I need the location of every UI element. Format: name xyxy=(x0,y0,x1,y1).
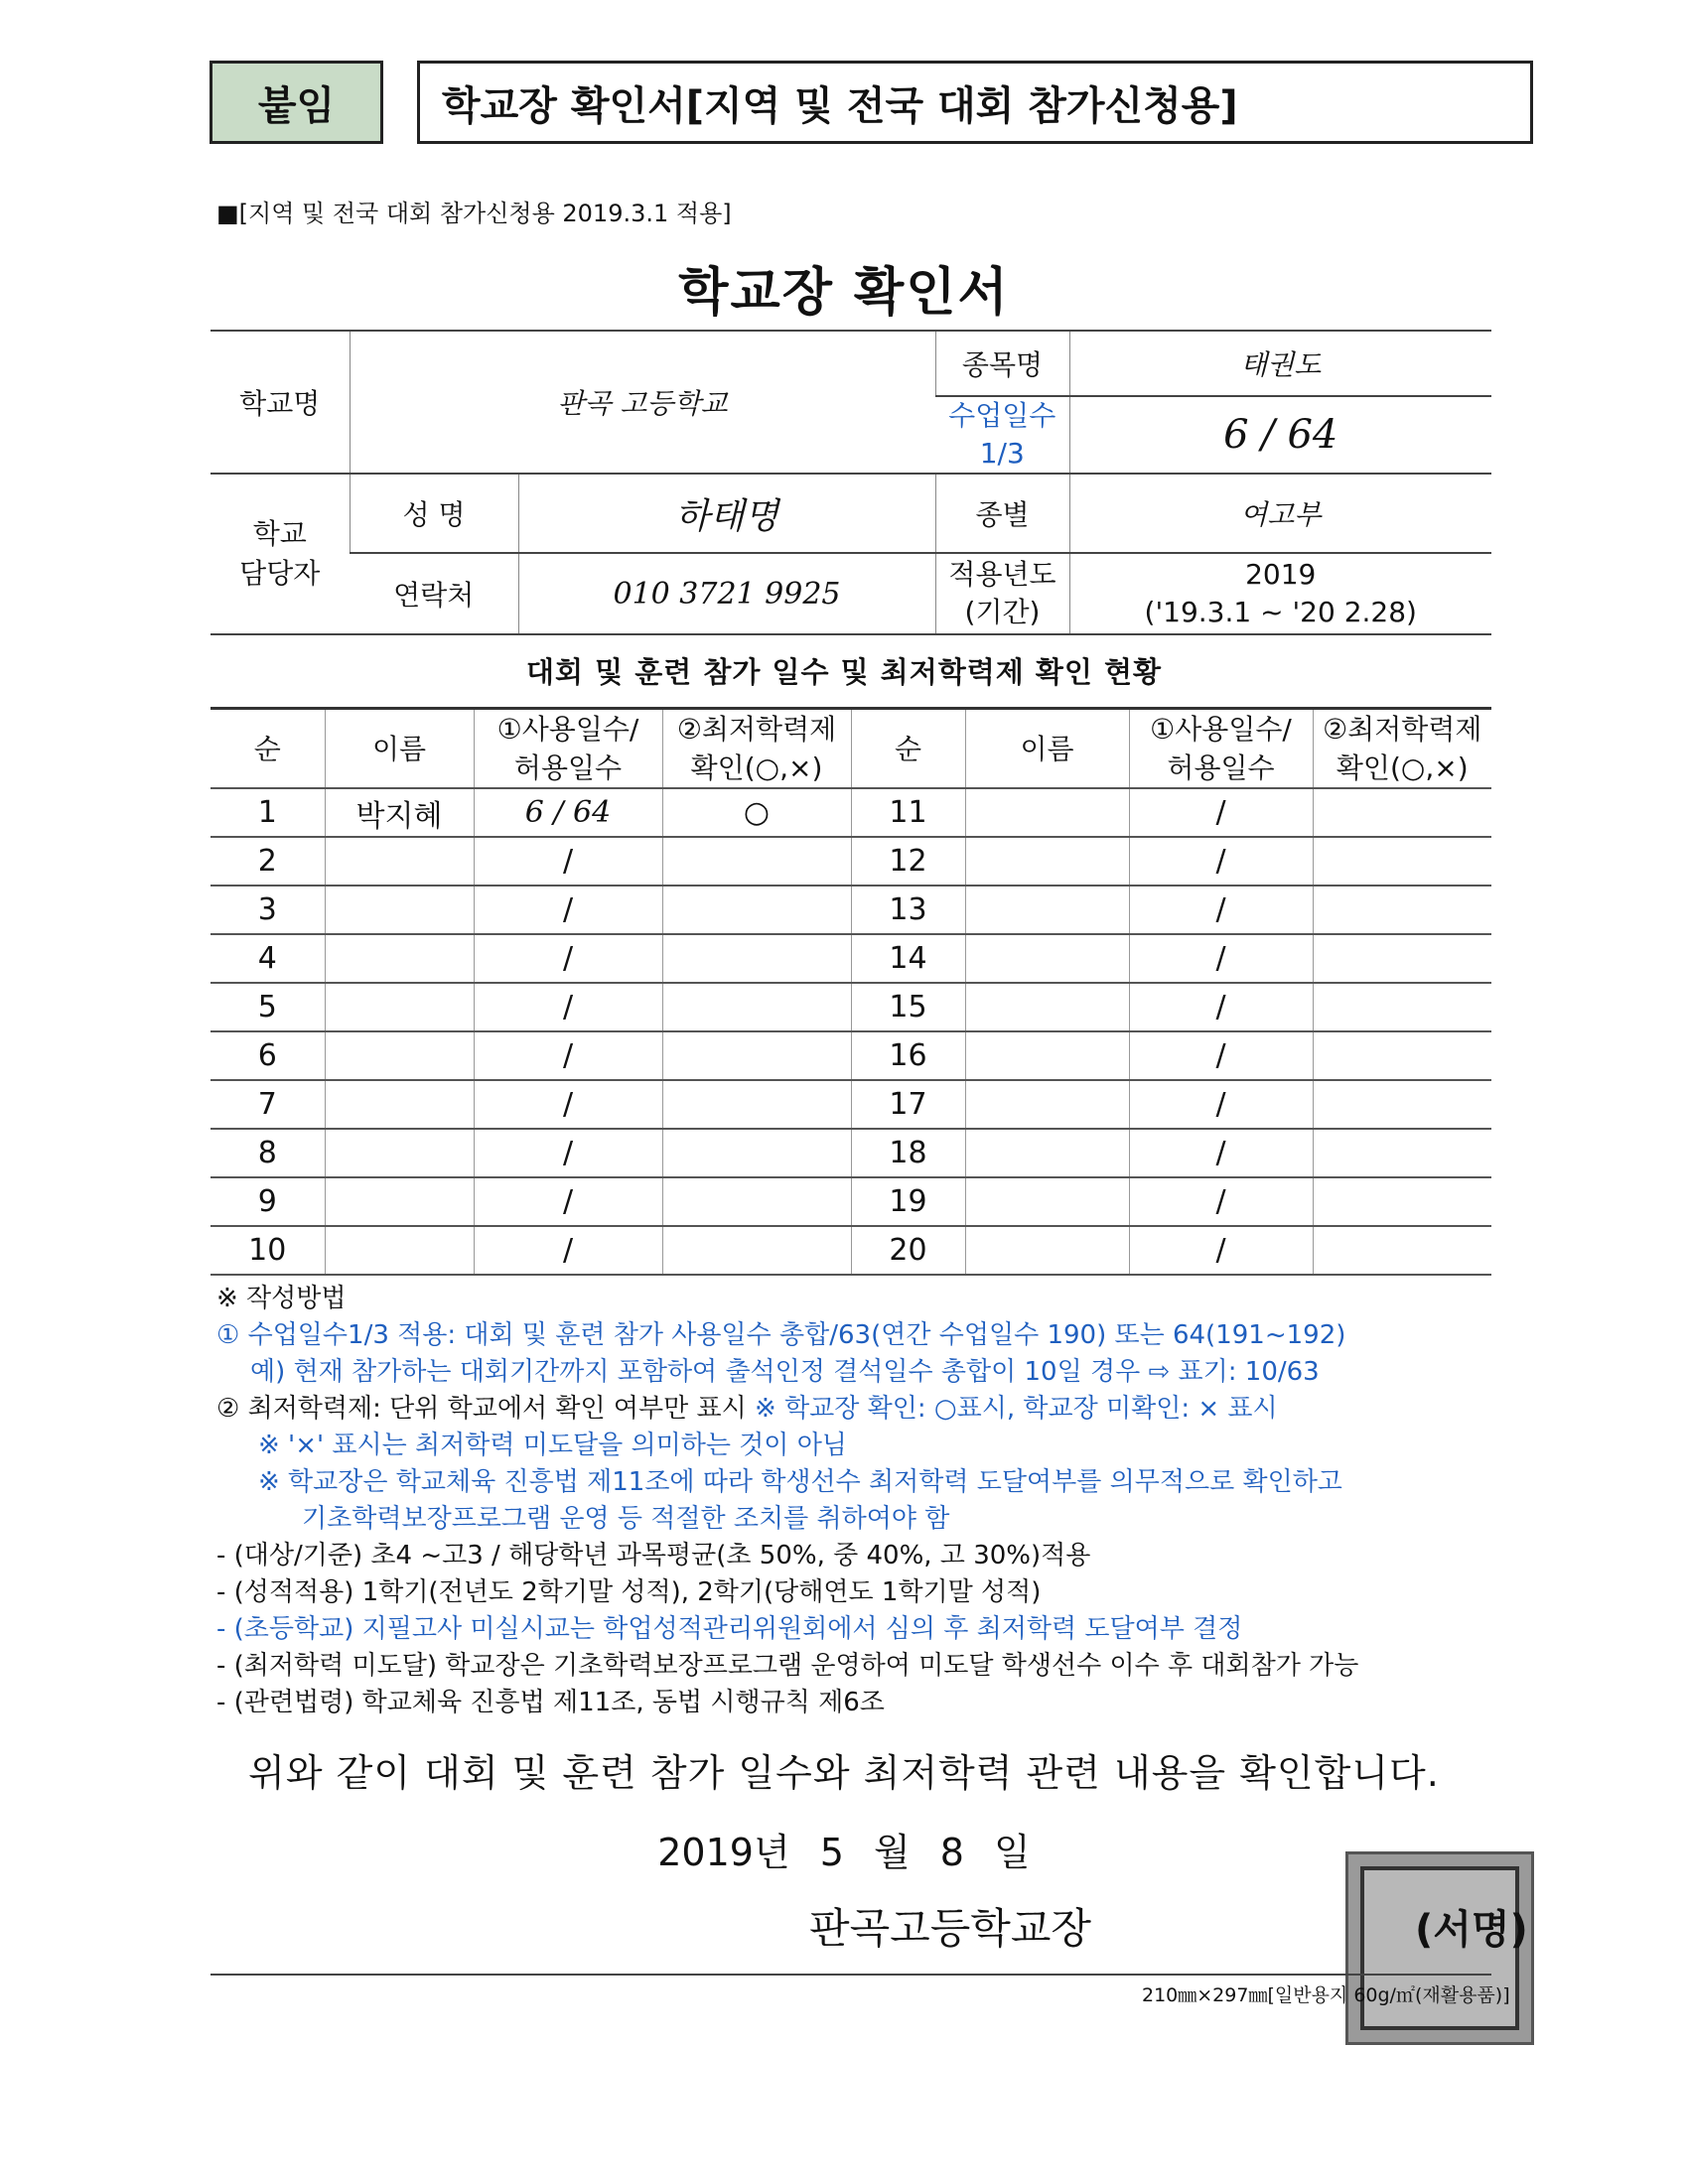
document-title: 학교장 확인서 xyxy=(678,263,1010,323)
row-days-right: / xyxy=(1129,1080,1313,1129)
row-name xyxy=(325,837,474,886)
row-name-right xyxy=(965,788,1129,837)
class-days-label-1: 수업일수 xyxy=(948,399,1056,432)
note-2a: ② 최저학력제: 단위 학교에서 확인 여부만 표시 xyxy=(216,1394,747,1424)
header-min-2: 확인(○,×) xyxy=(690,751,823,785)
year-label-2: (기간) xyxy=(964,596,1041,628)
sport-label: 종목명 xyxy=(935,331,1069,396)
row-days-right: / xyxy=(1129,886,1313,934)
class-days-value: 6 / 64 xyxy=(1069,396,1491,474)
table-row xyxy=(211,934,1491,983)
row-no-right: 13 xyxy=(851,886,965,934)
participation-table xyxy=(211,707,1491,1276)
contact-value: 010 3721 9925 xyxy=(518,553,935,634)
note-4b: 기초학력보장프로그램 운영 등 적절한 조치를 취하여야 함 xyxy=(302,1504,950,1534)
row-check xyxy=(662,1226,851,1275)
row-days-right: / xyxy=(1129,1177,1313,1226)
row-days: 6 / 64 xyxy=(474,788,662,837)
row-check xyxy=(662,983,851,1031)
detail-1: - (대상/기준) 초4 ~고3 / 해당학년 과목평균(초 50%, 중 40%, 고 30%)적용 xyxy=(216,1541,1091,1570)
row-name: 박지혜 xyxy=(325,788,474,837)
subheading: ■[지역 및 전국 대회 참가신청용 2019.3.1 적용] xyxy=(216,200,732,227)
date-text: 2019년 5 월 8 일 xyxy=(657,1831,1031,1874)
principal-name: 판곡고등학교장 xyxy=(809,1904,1092,1953)
row-check xyxy=(662,837,851,886)
table-row xyxy=(211,886,1491,934)
row-days: / xyxy=(474,983,662,1031)
row-no-right: 15 xyxy=(851,983,965,1031)
row-check-right xyxy=(1313,886,1491,934)
header-min-right-1: ②최저학력제 xyxy=(1323,713,1482,746)
row-check xyxy=(662,1177,851,1226)
year-label-1: 적용년도 xyxy=(948,558,1056,591)
row-name xyxy=(325,1177,474,1226)
detail-4: - (최저학력 미도달) 학교장은 기초학력보장프로그램 운영하여 미도달 학생선수 이수 후 대회참가 가능 xyxy=(216,1651,1359,1681)
row-check-right xyxy=(1313,983,1491,1031)
staff-label-1: 학교 xyxy=(252,517,307,550)
header-no-2: 순 xyxy=(851,709,965,789)
row-no-right: 17 xyxy=(851,1080,965,1129)
header-min-right xyxy=(1313,709,1491,789)
row-check-right xyxy=(1313,837,1491,886)
row-check-right xyxy=(1313,1226,1491,1275)
class-days-label-2: 1/3 xyxy=(979,437,1025,470)
info-table xyxy=(211,330,1491,635)
row-days: / xyxy=(474,1080,662,1129)
bottom-divider xyxy=(211,1974,1491,1976)
row-name-right xyxy=(965,1031,1129,1080)
row-name xyxy=(325,886,474,934)
sport-value: 태권도 xyxy=(1069,331,1491,396)
header-days-right xyxy=(1129,709,1313,789)
row-no-right: 18 xyxy=(851,1129,965,1177)
row-name-right xyxy=(965,1226,1129,1275)
row-name xyxy=(325,1129,474,1177)
instructions xyxy=(216,1281,1537,1721)
year-value-1: 2019 xyxy=(1245,558,1317,591)
staff-label xyxy=(211,474,350,634)
notes-heading: ※ 작성방법 xyxy=(216,1284,347,1313)
header-min xyxy=(662,709,851,789)
row-name-right xyxy=(965,1177,1129,1226)
row-days-right: / xyxy=(1129,983,1313,1031)
year-label xyxy=(935,553,1069,634)
class-days-label xyxy=(935,396,1069,474)
row-no: 8 xyxy=(211,1129,325,1177)
row-name-right xyxy=(965,983,1129,1031)
header-name: 이름 xyxy=(325,709,474,789)
row-no-right: 11 xyxy=(851,788,965,837)
row-no: 1 xyxy=(211,788,325,837)
header-days-right-1: ①사용일수/ xyxy=(1150,713,1292,746)
row-no: 9 xyxy=(211,1177,325,1226)
name-label: 성 명 xyxy=(350,474,518,553)
attachment-tag: 붙임 xyxy=(210,61,383,144)
table-row xyxy=(211,983,1491,1031)
row-days-right: / xyxy=(1129,837,1313,886)
row-check xyxy=(662,886,851,934)
note-1a: ① 수업일수1/3 적용: 대회 및 훈련 참가 사용일수 총합/63(연간 수업일수 190) 또는 64(191~192) xyxy=(216,1320,1346,1350)
table-row xyxy=(211,837,1491,886)
row-no: 6 xyxy=(211,1031,325,1080)
row-days-right: / xyxy=(1129,1031,1313,1080)
row-no: 10 xyxy=(211,1226,325,1275)
row-name xyxy=(325,983,474,1031)
row-days: / xyxy=(474,1129,662,1177)
note-3: ※ '×' 표시는 최저학력 미도달을 의미하는 것이 아님 xyxy=(258,1431,847,1460)
year-value-2: ('19.3.1 ~ '20 2.28) xyxy=(1144,596,1417,628)
row-check xyxy=(662,1129,851,1177)
detail-3: - (초등학교) 지필고사 미실시교는 학업성적관리위원회에서 심의 후 최저학력 도달여부 결정 xyxy=(216,1614,1243,1644)
confirmation-text: 위와 같이 대회 및 훈련 참가 일수와 최저학력 관련 내용을 확인합니다. xyxy=(248,1751,1440,1795)
gender-label: 종별 xyxy=(935,474,1069,553)
row-no: 3 xyxy=(211,886,325,934)
row-no-right: 14 xyxy=(851,934,965,983)
section-title: 대회 및 훈련 참가 일수 및 최저학력제 확인 현황 xyxy=(525,655,1163,689)
name-value: 하태명 xyxy=(518,474,935,553)
row-days: / xyxy=(474,837,662,886)
row-name-right xyxy=(965,837,1129,886)
header-name-2: 이름 xyxy=(965,709,1129,789)
row-name-right xyxy=(965,934,1129,983)
row-name xyxy=(325,934,474,983)
row-name xyxy=(325,1031,474,1080)
row-check-right xyxy=(1313,1129,1491,1177)
header-title: 학교장 확인서[지역 및 전국 대회 참가신청용] xyxy=(417,61,1533,144)
row-check xyxy=(662,934,851,983)
row-days: / xyxy=(474,934,662,983)
table-row xyxy=(211,1129,1491,1177)
detail-2: - (성적적용) 1학기(전년도 2학기말 성적), 2학기(당해연도 1학기말 성적) xyxy=(216,1577,1042,1607)
school-label: 학교명 xyxy=(211,331,350,474)
header-min-1: ②최저학력제 xyxy=(676,713,837,746)
row-name xyxy=(325,1080,474,1129)
row-days-right: / xyxy=(1129,934,1313,983)
detail-5: - (관련법령) 학교체육 진흥법 제11조, 동법 시행규칙 제6조 xyxy=(216,1688,885,1717)
table-row xyxy=(211,1177,1491,1226)
table-row xyxy=(211,788,1491,837)
school-value: 판곡 고등학교 xyxy=(350,331,935,474)
header-days-1: ①사용일수/ xyxy=(496,713,639,746)
row-no: 4 xyxy=(211,934,325,983)
note-2 xyxy=(216,1391,1537,1428)
note-1b: 예) 현재 참가하는 대회기간까지 포함하여 출석인정 결석일수 총합이 10일 경우 ⇨ 표기: 10/63 xyxy=(250,1357,1320,1387)
row-days: / xyxy=(474,1031,662,1080)
row-name-right xyxy=(965,1129,1129,1177)
row-name-right xyxy=(965,886,1129,934)
row-no-right: 16 xyxy=(851,1031,965,1080)
row-no: 2 xyxy=(211,837,325,886)
row-name xyxy=(325,1226,474,1275)
row-check-right xyxy=(1313,934,1491,983)
note-4a: ※ 학교장은 학교체육 진흥법 제11조에 따라 학생선수 최저학력 도달여부를 의무적으로 확인하고 xyxy=(258,1467,1342,1497)
row-check-right xyxy=(1313,1080,1491,1129)
note-2b: ※ 학교장 확인: ○표시, 학교장 미확인: × 표시 xyxy=(755,1394,1278,1424)
signature-label: (서명) xyxy=(1415,1907,1528,1953)
row-check-right xyxy=(1313,1031,1491,1080)
row-no-right: 20 xyxy=(851,1226,965,1275)
row-no: 7 xyxy=(211,1080,325,1129)
staff-label-2: 담당자 xyxy=(239,557,321,590)
table-row xyxy=(211,1226,1491,1275)
header-min-right-2: 확인(○,×) xyxy=(1336,751,1469,785)
row-check xyxy=(662,1080,851,1129)
row-days: / xyxy=(474,886,662,934)
row-no-right: 19 xyxy=(851,1177,965,1226)
contact-label: 연락처 xyxy=(350,553,518,634)
row-days-right: / xyxy=(1129,1226,1313,1275)
row-no-right: 12 xyxy=(851,837,965,886)
year-value xyxy=(1069,553,1491,634)
paper-spec: 210㎜×297㎜[일반용지 60g/㎡(재활용품)] xyxy=(1142,1984,1510,2006)
row-check xyxy=(662,1031,851,1080)
gender-value: 여고부 xyxy=(1069,474,1491,553)
header-days-2: 허용일수 xyxy=(513,751,623,785)
row-check: ○ xyxy=(662,788,851,837)
row-check-right xyxy=(1313,1177,1491,1226)
header-days-right-2: 허용일수 xyxy=(1167,751,1275,785)
row-no: 5 xyxy=(211,983,325,1031)
row-days: / xyxy=(474,1226,662,1275)
row-name-right xyxy=(965,1080,1129,1129)
header-no: 순 xyxy=(211,709,325,789)
header-days xyxy=(474,709,662,789)
table-row xyxy=(211,1031,1491,1080)
table-row xyxy=(211,1080,1491,1129)
row-days: / xyxy=(474,1177,662,1226)
row-check-right xyxy=(1313,788,1491,837)
row-days-right: / xyxy=(1129,788,1313,837)
row-days-right: / xyxy=(1129,1129,1313,1177)
